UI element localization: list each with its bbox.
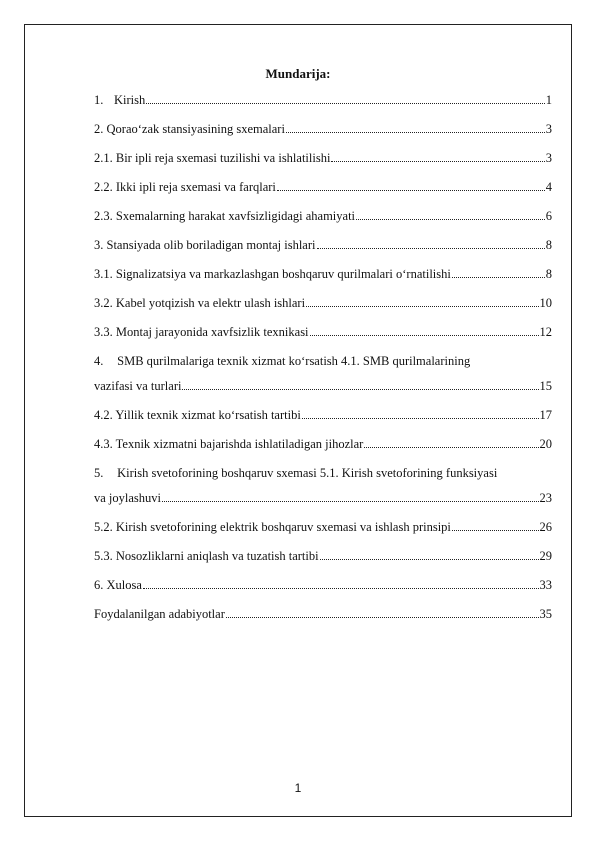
toc-entry[interactable] [94,92,552,108]
toc-entry[interactable] [94,606,552,622]
toc-entry-page: 1 [545,93,552,107]
dot-leader [452,530,539,531]
toc-entry[interactable] [94,407,552,423]
toc-entry[interactable] [94,295,552,311]
toc-entry-page: 6 [545,209,552,223]
dot-leader [146,103,545,104]
dot-leader [226,617,539,618]
toc-entry-title: Kirish [114,93,146,107]
toc-entry-title-line2: vazifasi va turlari [94,379,182,393]
toc-entry-page: 3 [545,122,552,136]
toc-entry-title: 5.2. Kirish svetoforining elektrik boshqaruv sxemasi va ishlash prinsipi [94,520,451,534]
toc-entry[interactable] [94,208,552,224]
dot-leader [302,418,539,419]
toc-entry-title-line1: Kirish svetoforining boshqaruv sxemasi 5.1. Kirish svetoforining funksiyasi [117,466,498,480]
toc-entry-title: 2.3. Sxemalarning harakat xavfsizligidagi ahamiyati [94,209,356,223]
toc-entry-page: 10 [539,296,552,310]
toc-entry-title: 4.3. Texnik xizmatni bajarishda ishlatiladigan jihozlar [94,437,364,451]
toc-entry[interactable] [94,150,552,166]
toc-entry[interactable] [94,266,552,282]
toc-entry-page: 15 [539,379,552,393]
dot-leader [452,277,545,278]
toc-entry-title: 3.1. Signalizatsiya va markazlashgan boshqaruv qurilmalari o‘rnatilishi [94,267,451,281]
toc-entry-page: 26 [539,520,552,534]
toc-entry[interactable] [94,465,552,506]
toc-entry[interactable] [94,519,552,535]
toc-entry-page: 29 [539,549,552,563]
dot-leader [143,588,539,589]
toc-entry-page: 8 [545,267,552,281]
toc-entry-title: 2. Qorao‘zak stansiyasining sxemalari [94,122,285,136]
dot-leader [356,219,545,220]
dot-leader [306,306,538,307]
toc-entry[interactable] [94,121,552,137]
dot-leader [331,161,544,162]
dot-leader [182,389,538,390]
toc-entry-title: 3.3. Montaj jarayonida xavfsizlik texnikasi [94,325,309,339]
toc-entry[interactable] [94,179,552,195]
toc-entry-title: 3.2. Kabel yotqizish va elektr ulash ishlari [94,296,306,310]
toc-entry-page: 12 [539,325,552,339]
toc-entry-title: 3. Stansiyada olib boriladigan montaj ishlari [94,238,316,252]
page-number: 1 [294,781,302,795]
toc-entry-page: 35 [539,607,552,621]
toc-entry-title: 2.2. Ikki ipli reja sxemasi va farqlari [94,180,276,194]
dot-leader [364,447,538,448]
dot-leader [162,501,538,502]
toc-entry[interactable] [94,353,552,394]
dot-leader [286,132,545,133]
toc-entry-page: 33 [539,578,552,592]
toc-entry-page: 3 [545,151,552,165]
toc-entry-title-line2: va joylashuvi [94,491,162,505]
toc-entry-page: 17 [539,408,552,422]
toc-entry-title: 5.3. Nosozliklarni aniqlash va tuzatish tartibi [94,549,319,563]
toc-entry[interactable] [94,436,552,452]
toc-entry[interactable] [94,324,552,340]
toc-entry-title: 4.2. Yillik texnik xizmat ko‘rsatish tartibi [94,408,301,422]
toc-entry-page: 8 [545,238,552,252]
toc-title: Mundarija: [265,66,331,81]
dot-leader [317,248,545,249]
toc-entry-title: 6. Xulosa [94,578,142,592]
toc-entry-page: 20 [539,437,552,451]
toc-entry-title: 2.1. Bir ipli reja sxemasi tuzilishi va ishlatilishi [94,151,331,165]
toc-entry-page: 23 [539,491,552,505]
dot-leader [277,190,545,191]
toc-entry[interactable] [94,237,552,253]
toc-entry[interactable] [94,577,552,593]
toc-entry[interactable] [94,548,552,564]
toc-entry-title-line1: SMB qurilmalariga texnik xizmat ko‘rsatish 4.1. SMB qurilmalarining [117,354,471,368]
toc-entry-number: 5. [94,466,104,480]
dot-leader [310,335,539,336]
toc-entry-number: 4. [94,354,104,368]
dot-leader [320,559,539,560]
toc-entry-title: Foydalanilgan adabiyotlar [94,607,225,621]
toc-entry-number: 1. [94,93,104,107]
toc-entry-page: 4 [545,180,552,194]
